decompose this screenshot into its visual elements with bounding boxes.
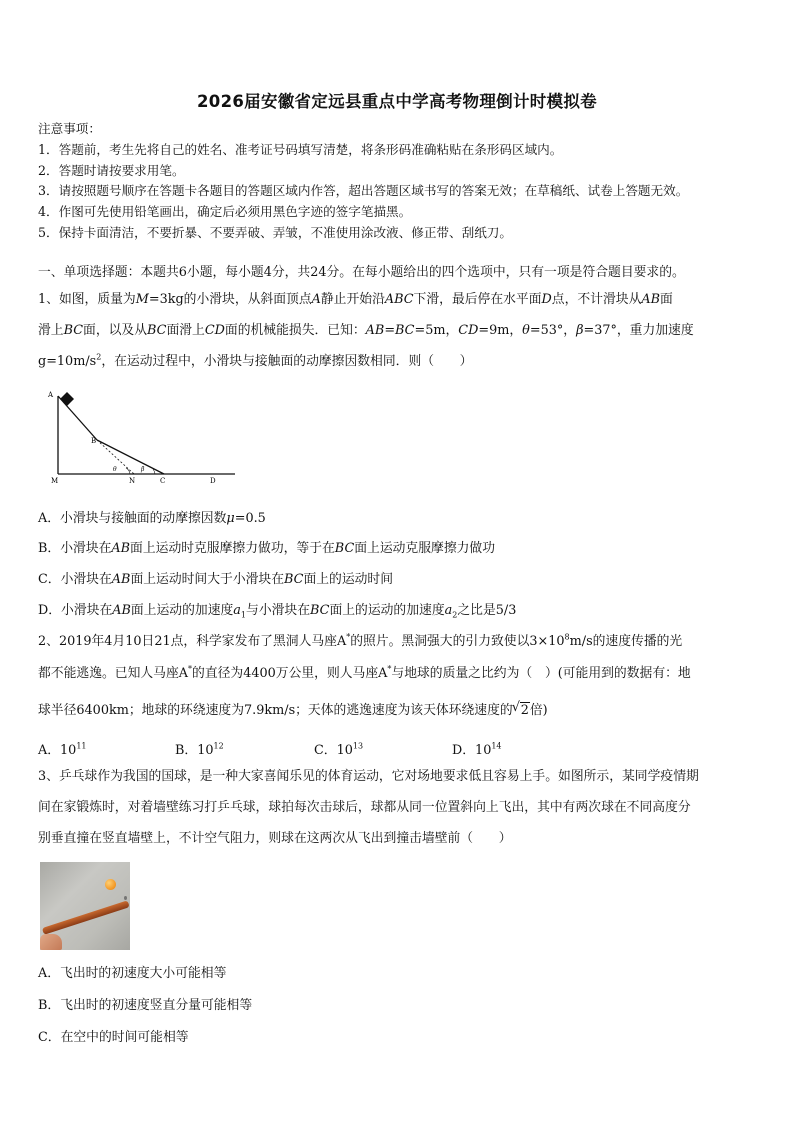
q1-option-c[interactable]: C．小滑块在AB面上运动时间大于小滑块在BC面上的运动时间 xyxy=(38,572,394,587)
notice-item-2: 2．答题时请按要求用笔。 xyxy=(38,163,185,178)
q2-stem-line-3: 球半径6400km；地球的环绕速度为7.9km/s；天体的逃逸速度为该天体环绕速度的 √ 2倍) xyxy=(38,700,548,718)
slider-block xyxy=(60,392,74,406)
q2-option-b[interactable]: B．$10^{12}$ xyxy=(175,741,224,758)
q1-stem-line-2: 滑上BC面，以及从BC面滑上CD面的机械能损失．已知：AB=BC=5m，CD=9m，θ=53°，β=37°，重力加速度 xyxy=(38,323,694,338)
notice-heading: 注意事项： xyxy=(38,121,101,136)
q1-stem-line-3: $g=10m/s^2$，在运动过程中，小滑块与接触面的动摩擦因数相同．则（ ） xyxy=(38,352,473,369)
sqrt-two: √ 2 xyxy=(511,700,529,718)
q2-stem-line-2: 都不能逃逸。已知人马座A*的直径为4400万公里，则人马座A*与地球的质量之比约为（ ）(可能用到的数据有：地 xyxy=(38,664,691,681)
q1-option-a[interactable]: A．小滑块与接触面的动摩擦因数μ=0.5 xyxy=(38,511,266,526)
q3-stem-line-2: 间在家锻炼时，对着墙壁练习打乒乓球，球拍每次击球后，球都从同一位置斜向上飞出，其中有两次球在不同高度分 xyxy=(38,800,691,815)
q1-incline-diagram xyxy=(40,388,240,488)
q1-stem-line-1: 1、如图，质量为M=3kg的小滑块，从斜面顶点A静止开始沿ABC下滑，最后停在水平面D点，不计滑块从AB面 xyxy=(38,292,673,307)
q3-option-a[interactable]: A．飞出时的初速度大小可能相等 xyxy=(38,966,227,981)
label-A: A xyxy=(48,391,54,399)
q1-option-d[interactable]: D．小滑块在AB面上运动的加速度$a_1$与小滑块在BC面上的运动的加速度$a_2$之比是5/3 xyxy=(38,603,517,620)
notice-item-3: 3．请按照题号顺序在答题卡各题目的答题区域内作答，超出答题区域书写的答案无效；在草稿纸、试卷上答题无效。 xyxy=(38,183,689,198)
notice-item-5: 5．保持卡面清洁，不要折暴、不要弄破、弄皱，不准使用涂改液、修正带、刮纸刀。 xyxy=(38,225,512,240)
q1-option-b[interactable]: B．小滑块在AB面上运动时克服摩擦力做功，等于在BC面上运动克服摩擦力做功 xyxy=(38,541,495,556)
label-N: N xyxy=(129,477,136,485)
label-D: D xyxy=(210,477,216,485)
notice-item-4: 4．作图可先使用铅笔画出，确定后必须用黑色字迹的签字笔描黑。 xyxy=(38,204,412,219)
notice-item-1: 1．答题前，考生先将自己的姓名、准考证号码填写清楚，将条形码准确粘贴在条形码区域内。 xyxy=(38,142,563,157)
label-B: B xyxy=(91,437,97,445)
label-beta: β xyxy=(141,466,145,473)
paddle-handle xyxy=(42,900,130,934)
q2-option-d[interactable]: D．$10^{14}$ xyxy=(452,741,502,758)
label-C: C xyxy=(160,477,166,485)
q2-stem-line-1: 2、2019年4月10日21点，科学家发布了黑洞人马座A*的照片。黑洞强大的引力致使以$3\times 10^8m/s$的速度传播的光 xyxy=(38,632,683,649)
section-heading: 一、单项选择题：本题共6小题，每小题4分，共24分。在每小题给出的四个选项中，只有一项是符合题目要求的。 xyxy=(38,265,685,280)
label-M: M xyxy=(51,477,59,485)
label-theta: θ xyxy=(113,466,117,473)
q2-option-c[interactable]: C．$10^{13}$ xyxy=(314,741,364,758)
ping-pong-photo xyxy=(40,862,130,950)
q3-option-b[interactable]: B．飞出时的初速度竖直分量可能相等 xyxy=(38,998,253,1013)
page-title: 2026届安徽省定远县重点中学高考物理倒计时模拟卷 xyxy=(197,92,597,111)
motion-blur xyxy=(124,896,127,900)
q3-stem-line-3: 别垂直撞在竖直墙壁上，不计空气阻力，则球在这两次从飞出到撞击墙壁前（ ） xyxy=(38,831,512,846)
ping-pong-ball xyxy=(105,879,116,890)
hand xyxy=(40,934,62,950)
q3-option-c[interactable]: C．在空中的时间可能相等 xyxy=(38,1030,189,1045)
q3-stem-line-1: 3、乒乓球作为我国的国球，是一种大家喜闻乐见的体育运动，它对场地要求低且容易上手。如图所示，某同学疫情期 xyxy=(38,769,699,784)
q2-option-a[interactable]: A．$10^{11}$ xyxy=(38,741,87,758)
